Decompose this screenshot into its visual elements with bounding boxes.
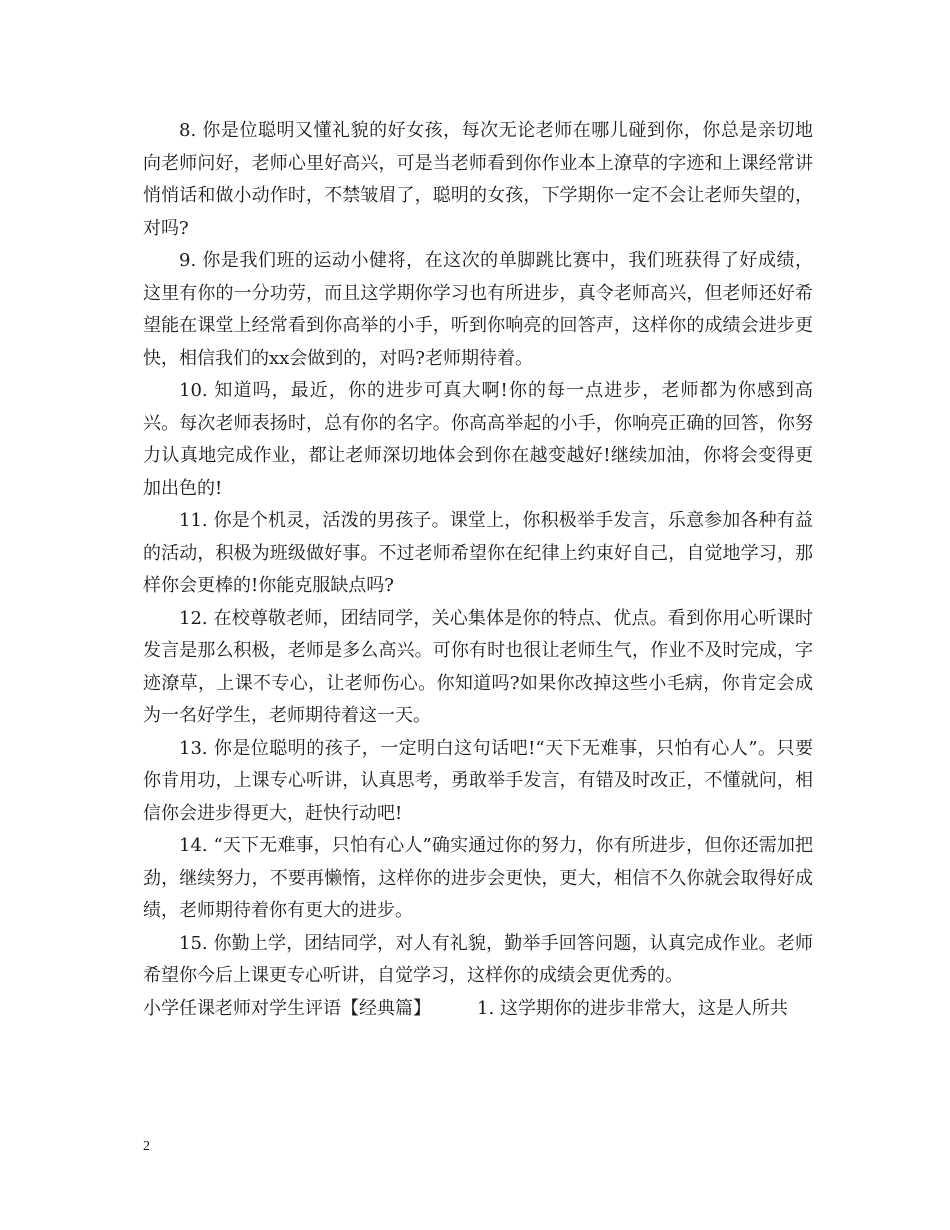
section-heading: 小学任课老师对学生评语【经典篇】 [143, 997, 431, 1019]
paragraph-14: 14. “天下无难事，只怕有心人”确实通过你的努力，你有所进步，但你还需加把劲，继续努力，不要再懒惰，这样你的进步会更快，更大，相信不久你就会取得好成绩，老师期待着你有更大的进步。 [143, 835, 813, 921]
paragraph-8: 8. 你是位聪明又懂礼貌的好女孩，每次无论老师在哪儿碰到你，你总是亲切地向老师问好，老师心里好高兴，可是当老师看到你作业本上潦草的字迹和上课经常讲悄悄话和做小动作时，不禁皱眉了，聪明的女孩，下学期你一定不会让老师失望的，对吗? [143, 120, 813, 239]
paragraph-9: 9. 你是我们班的运动小健将，在这次的单脚跳比赛中，我们班获得了好成绩，这里有你的一分功劳，而且这学期你学习也有所进步，真令老师高兴，但老师还好希望能在课堂上经常看到你高举的小手，听到你响亮的回答声，这样你的成绩会进步更快，相信我们的xx会做到的，对吗?老师期待着。 [143, 250, 813, 369]
paragraph-12: 12. 在校尊敬老师，团结同学，关心集体是你的特点、优点。看到你用心听课时发言是那么积极，老师是多么高兴。可你有时也很让老师生气，作业不及时完成，字迹潦草，上课不专心，让老师伤心。你知道吗?如果你改掉这些小毛病，你肯定会成为一名好学生，老师期待着这一天。 [143, 607, 813, 726]
paragraph-10: 10. 知道吗，最近，你的进步可真大啊!你的每一点进步，老师都为你感到高兴。每次老师表扬时，总有你的名字。你高高举起的小手，你响亮正确的回答，你努力认真地完成作业，都让老师深切地体会到你在越变越好!继续加油，你将会变得更加出色的! [143, 380, 813, 499]
section-first-line: 1. 这学期你的进步非常大，这是人所共 [477, 997, 788, 1019]
section-line [143, 993, 813, 1026]
paragraph-13: 13. 你是位聪明的孩子，一定明白这句话吧!“天下无难事，只怕有心人”。只要你肯用功，上课专心听讲，认真思考，勇敢举手发言，有错及时改正，不懂就问，相信你会进步得更大，赶快行动吧! [143, 737, 813, 824]
paragraph-11: 11. 你是个机灵，活泼的男孩子。课堂上，你积极举手发言，乐意参加各种有益的活动，积极为班级做好事。不过老师希望你在纪律上约束好自己，自觉地学习，那样你会更棒的!你能克服缺点吗? [143, 510, 813, 596]
page-body [143, 115, 813, 1025]
paragraph-15: 15. 你勤上学，团结同学，对人有礼貌，勤举手回答问题，认真完成作业。老师希望你今后上课更专心听讲，自觉学习，这样你的成绩会更优秀的。 [143, 932, 813, 986]
page-number: 2 [143, 1139, 150, 1154]
